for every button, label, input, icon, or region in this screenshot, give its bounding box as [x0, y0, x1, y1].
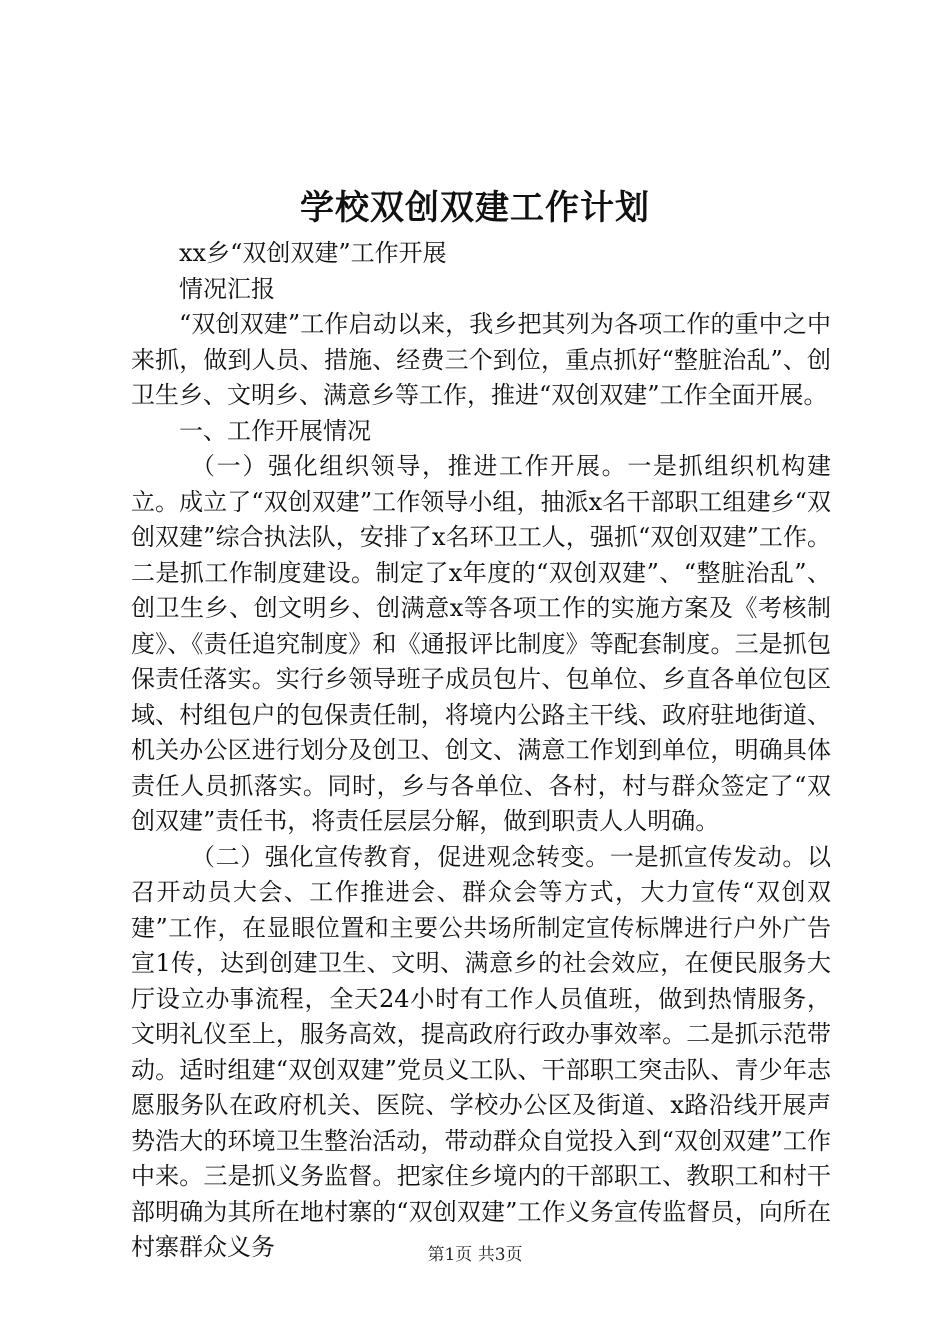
document-title: 学校双创双建工作计划 [300, 188, 650, 228]
paragraph-subtitle-line-2: 情况汇报 [179, 274, 275, 303]
paragraph-subtitle-line-1: xx乡“双创双建”工作开展 [179, 239, 447, 267]
paragraph-organization: （一）强化组织领导，推进工作开展。一是抓组织机构建立。成立了“双创双建”工作领导小组，抽派x名干部职工组建乡“双创双建”综合执法队，安排了x名环卫工人，强抓“双创双建”工作。二是抓工作制度建设。制定了x年度的“双创双建”、“整脏治乱”、创卫生乡、创文明乡、创满意x等各项工作的实施方案及《考核制度》、《责任追究制度》和《通报评比制度》等配套制度。三是抓包保责任落实。实行乡领导班子成员包片、包单位、乡直各单位包区域、村组包户的包保责任制，将境内公路主干线、政府驻地街道、机关办公区进行划分及创卫、创文、满意工作划到单位，明确具体责任人员抓落实。同时，乡与各单位、各村，村与群众签定了“双创双建”责任书，将责任层层分解，做到职责人人明确。 [131, 452, 831, 835]
paragraph-intro: “双创双建”工作启动以来，我乡把其列为各项工作的重中之中来抓，做到人员、措施、经费三个到位，重点抓好“整脏治乱”、创卫生乡、文明乡、满意乡等工作，推进“双创双建”工作全面开展。 [131, 310, 831, 409]
paragraph-publicity: （二）强化宣传教育，促进观念转变。一是抓宣传发动。以召开动员大会、工作推进会、群众会等方式，大力宣传“双创双建”工作，在显眼位置和主要公共场所制定宣传标牌进行户外广告宣1传，达到创建卫生、文明、满意乡的社会效应，在便民服务大厅设立办事流程，全天24小时有工作人员值班，做到热情服务，文明礼仪至上，服务高效，提高政府行政办事效率。二是抓示范带动。适时组建“双创双建”党员义工队、干部职工突击队、青少年志愿服务队在政府机关、医院、学校办公区及街道、x路沿线开展声势浩大的环境卫生整治活动，带动群众自觉投入到“双创双建”工作中来。三是抓义务监督。把家住乡境内的干部职工、教职工和村干部明确为其所在地村寨的“双创双建”工作义务宣传监督员，向所在村寨群众义务 [131, 842, 831, 1261]
document-body [131, 236, 831, 1266]
page-footer: 第1页 共3页 [427, 1245, 523, 1265]
section-heading-1: 一、工作开展情况 [179, 416, 371, 445]
